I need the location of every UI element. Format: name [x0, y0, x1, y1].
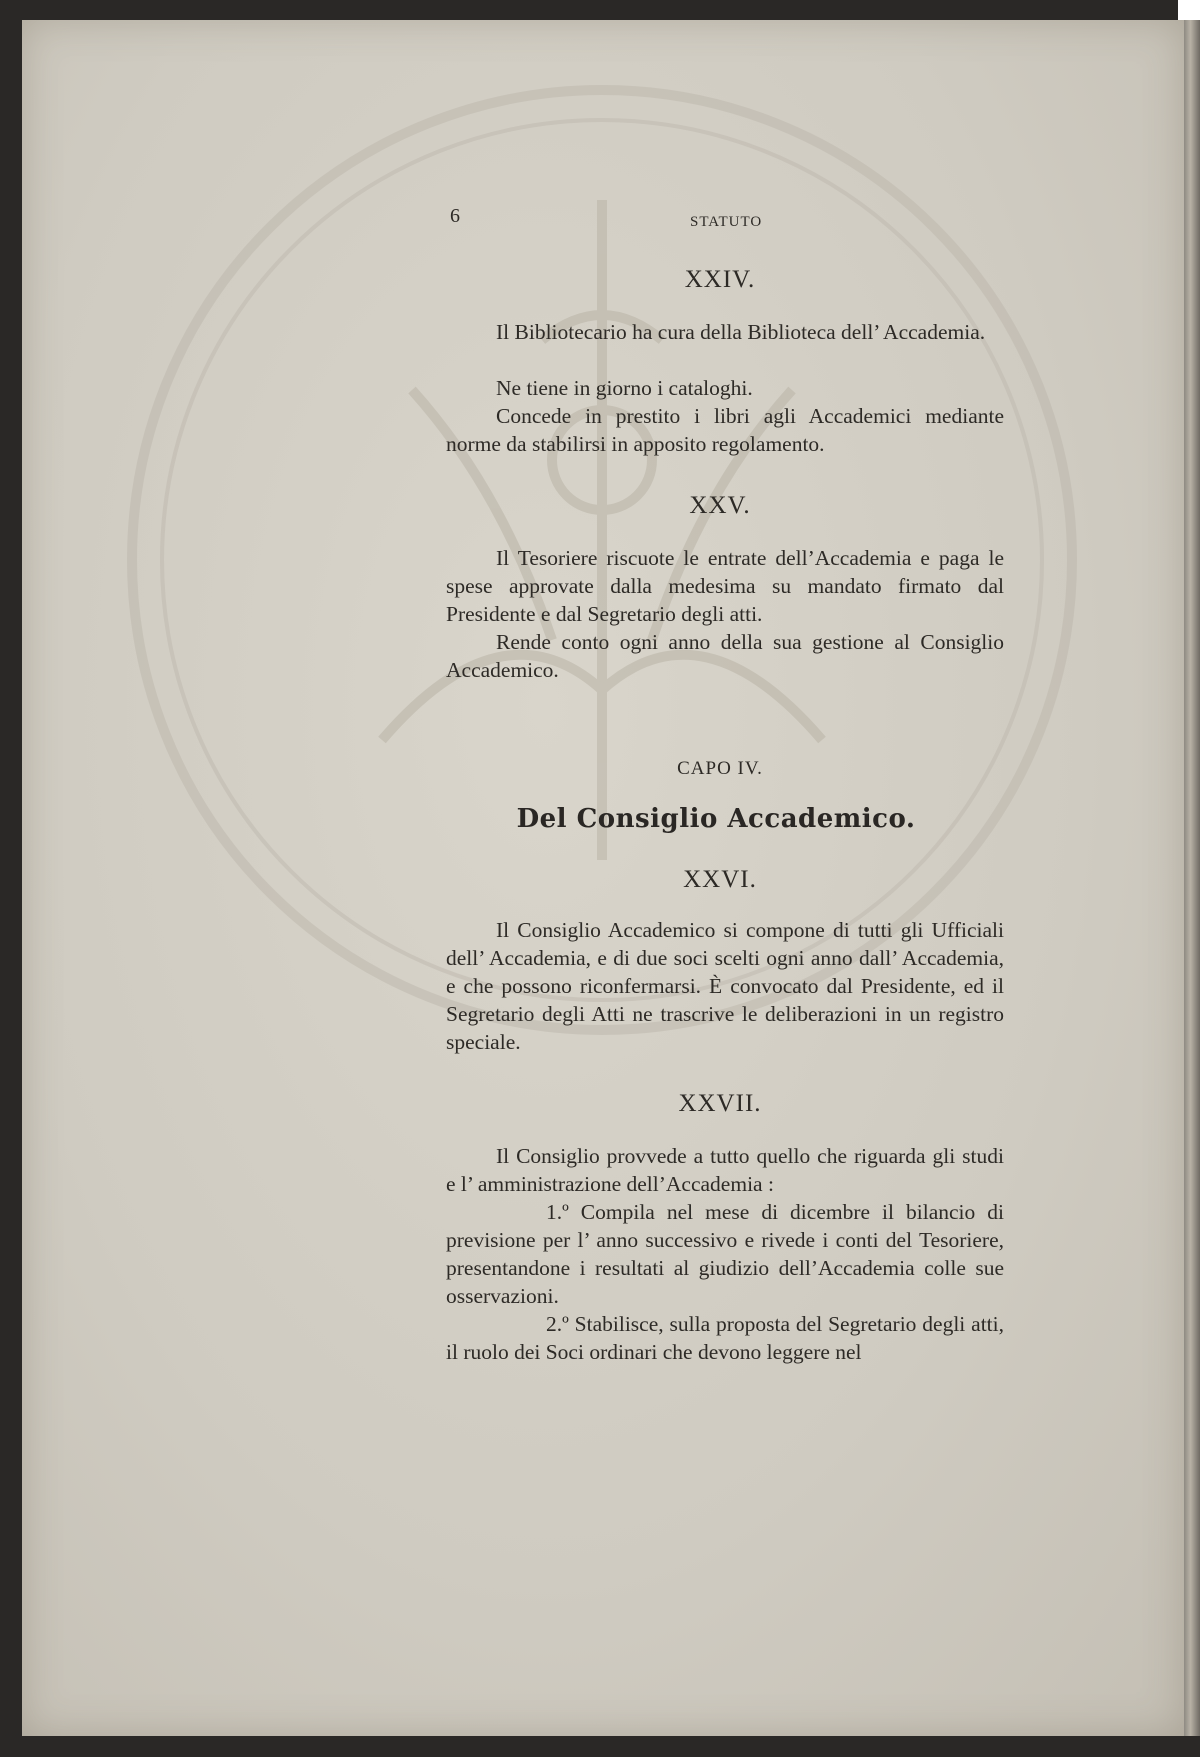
paragraph: Il Bibliotecario ha cura della Biblioteca dell’ Accademia.	[496, 320, 986, 344]
article-numeral: XXVII.	[678, 1090, 762, 1117]
paragraph: Rende conto ogni anno della sua gestione al Consiglio Accademico.	[446, 630, 1004, 682]
paragraph: Il Tesoriere riscuote le entrate dell’Accademia e paga le spese approvate dalla medesima su mandato firmato dal Presidente e dal Segretario degli atti.	[446, 546, 1004, 626]
article-numeral: XXIV.	[684, 266, 756, 293]
paragraph: Il Consiglio Accademico si compone di tutti gli Ufficiali dell’ Accademia, e di due soci scelti ogni anno dall’ Accademia, e che possono riconfermarsi. È convocato dal Presidente, ed il Segretario degli Atti ne trascrive le deliberazioni in un registro speciale.	[446, 918, 1004, 1054]
page-number: 6	[450, 205, 460, 227]
chapter-label: CAPO IV.	[677, 758, 763, 779]
article-numeral: XXV.	[689, 492, 751, 519]
paragraph: Concede in prestito i libri agli Accademici mediante norme da stabilirsi in apposito regolamento.	[446, 404, 1004, 456]
paragraph: 1.º Compila nel mese di dicembre il bilancio di previsione per l’ anno successivo e rivede i conti del Tesoriere, presentandone i resultati al giudizio dell’Accademia colle sue osservazioni.	[446, 1200, 1004, 1308]
paragraph: 2.º Stabilisce, sulla proposta del Segretario degli atti, il ruolo dei Soci ordinari che devono leggere nel	[446, 1312, 1004, 1364]
chapter-title: Del Consiglio Accademico.	[516, 804, 916, 834]
paragraph: Il Consiglio provvede a tutto quello che riguarda gli studi e l’ amministrazione dell’Accademia :	[446, 1144, 1004, 1196]
paragraph: Ne tiene in giorno i cataloghi.	[496, 376, 753, 400]
article-numeral: XXVI.	[683, 866, 757, 893]
page-edge	[1184, 20, 1200, 1736]
running-head: STATUTO	[690, 214, 763, 230]
